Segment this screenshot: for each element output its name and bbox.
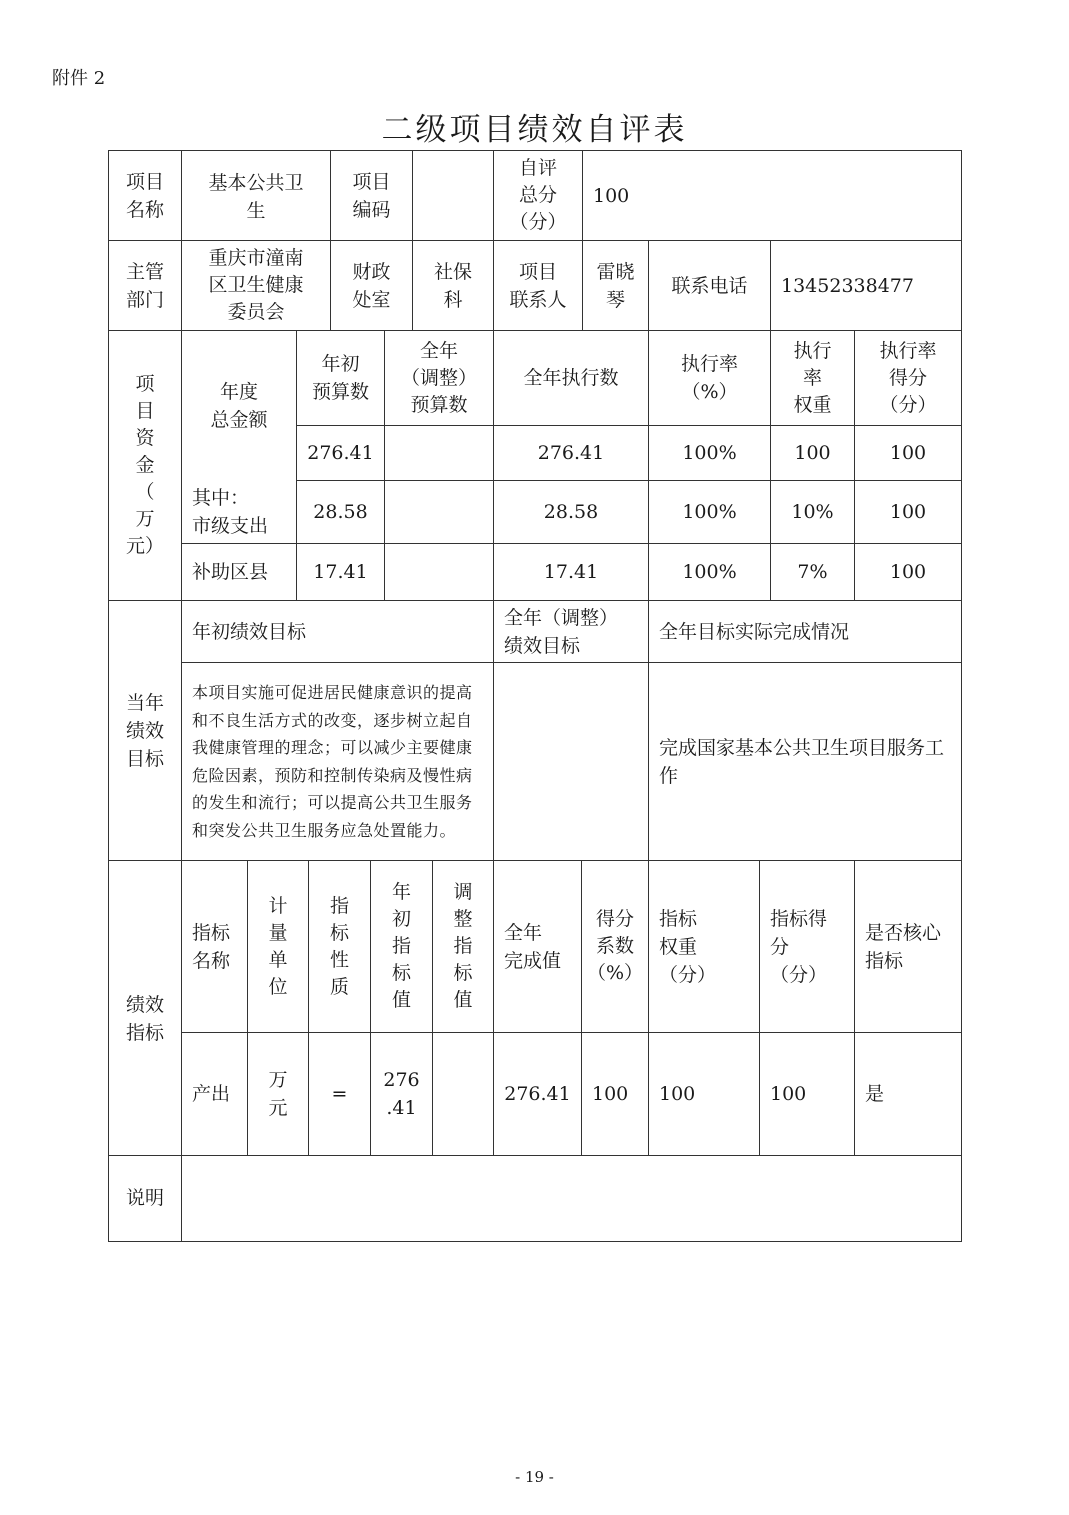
phone-label: 联系电话 bbox=[648, 240, 771, 331]
goals-initial-header: 年初绩效目标 bbox=[181, 600, 494, 663]
indicators-section-label: 绩效 指标 bbox=[108, 860, 182, 1156]
funds-row-county-adjusted bbox=[384, 543, 494, 601]
funds-row-city-adjusted bbox=[384, 480, 494, 544]
funds-row-total-rate: 100% bbox=[648, 425, 771, 481]
goals-section-label: 当年 绩效 目标 bbox=[108, 600, 182, 861]
funds-row-total-executed: 276.41 bbox=[493, 425, 649, 481]
funds-row-county-executed: 17.41 bbox=[493, 543, 649, 601]
funds-row-county-label: 补助区县 bbox=[181, 543, 297, 601]
funds-row-county-initial: 17.41 bbox=[296, 543, 385, 601]
funds-annual-total-header: 年度 总金额 bbox=[181, 330, 297, 481]
funds-exec-rate-header: 执行率 （%） bbox=[648, 330, 771, 426]
ind-header-completed: 全年 完成值 bbox=[493, 860, 582, 1033]
page-number: - 19 - bbox=[515, 1468, 554, 1486]
ind-header-weight: 指标 权重 （分） bbox=[648, 860, 760, 1033]
funds-exec-score-header: 执行率 得分 （分） bbox=[854, 330, 962, 426]
office-value: 财政 处室 bbox=[330, 240, 413, 331]
project-code-value bbox=[412, 150, 494, 241]
project-name-value: 基本公共卫 生 bbox=[181, 150, 331, 241]
goals-adjusted-header: 全年（调整） 绩效目标 bbox=[493, 600, 649, 663]
self-score-value: 100 bbox=[582, 150, 962, 241]
ind-row-adjusted-value bbox=[432, 1032, 494, 1156]
attachment-label: 附件 2 bbox=[52, 68, 106, 89]
self-score-label: 自评 总分 （分） bbox=[493, 150, 583, 241]
contact-value: 雷晓 琴 bbox=[582, 240, 649, 331]
ind-header-coef: 得分 系数 （%） bbox=[581, 860, 649, 1033]
project-name-label: 项目 名称 bbox=[108, 150, 182, 241]
goals-actual-text: 完成国家基本公共卫生项目服务工作 bbox=[648, 662, 962, 861]
ind-row-nature: = bbox=[308, 1032, 371, 1156]
funds-section-label: 项 目 资 金 （ 万 元） bbox=[108, 330, 182, 601]
phone-value: 13452338477 bbox=[770, 240, 962, 331]
ind-row-weight: 100 bbox=[648, 1032, 760, 1156]
funds-initial-budget-header: 年初 预算数 bbox=[296, 330, 385, 426]
funds-executed-header: 全年执行数 bbox=[493, 330, 649, 426]
funds-row-total-initial: 276.41 bbox=[296, 425, 385, 481]
ind-row-initial-value: 276 .41 bbox=[370, 1032, 433, 1156]
funds-row-city-initial: 28.58 bbox=[296, 480, 385, 544]
funds-row-total-weight: 100 bbox=[770, 425, 855, 481]
ind-row-coef: 100 bbox=[581, 1032, 649, 1156]
goals-adjusted-text bbox=[493, 662, 649, 861]
funds-row-total-adjusted bbox=[384, 425, 494, 481]
funds-row-county-rate: 100% bbox=[648, 543, 771, 601]
page-title: 二级项目绩效自评表 bbox=[381, 112, 688, 148]
funds-row-county-score: 100 bbox=[854, 543, 962, 601]
ind-header-unit: 计 量 单 位 bbox=[247, 860, 309, 1033]
dept-label: 主管 部门 bbox=[108, 240, 182, 331]
notes-value bbox=[181, 1155, 962, 1242]
funds-row-county-weight: 7% bbox=[770, 543, 855, 601]
funds-row-city-score: 100 bbox=[854, 480, 962, 544]
ind-header-name: 指标 名称 bbox=[181, 860, 248, 1033]
ind-header-initial-value: 年 初 指 标 值 bbox=[370, 860, 433, 1033]
funds-row-city-executed: 28.58 bbox=[493, 480, 649, 544]
funds-exec-weight-header: 执行 率 权重 bbox=[770, 330, 855, 426]
ind-row-completed: 276.41 bbox=[493, 1032, 582, 1156]
funds-row-city-label: 其中： 市级支出 bbox=[181, 480, 297, 544]
ind-header-adjusted-value: 调 整 指 标 值 bbox=[432, 860, 494, 1033]
goals-initial-text: 本项目实施可促进居民健康意识的提高和不良生活方式的改变，逐步树立起自我健康管理的理念；可以减少主要健康危险因素，预防和控制传染病及慢性病的发生和流行；可以提高公共卫生服务和突发公共卫生服务应急处置能力。 bbox=[181, 662, 494, 861]
dept-value: 重庆市潼南 区卫生健康 委员会 bbox=[181, 240, 331, 331]
funds-row-city-weight: 10% bbox=[770, 480, 855, 544]
ind-row-core: 是 bbox=[854, 1032, 962, 1156]
ind-header-score: 指标得 分 （分） bbox=[759, 860, 855, 1033]
funds-row-total-score: 100 bbox=[854, 425, 962, 481]
ind-header-nature: 指 标 性 质 bbox=[308, 860, 371, 1033]
funds-adjusted-budget-header: 全年 （调整） 预算数 bbox=[384, 330, 494, 426]
notes-label: 说明 bbox=[108, 1155, 182, 1242]
section-value: 社保 科 bbox=[412, 240, 494, 331]
goals-actual-header: 全年目标实际完成情况 bbox=[648, 600, 962, 663]
ind-row-name: 产出 bbox=[181, 1032, 248, 1156]
project-code-label: 项目 编码 bbox=[330, 150, 413, 241]
ind-row-score: 100 bbox=[759, 1032, 855, 1156]
funds-row-city-rate: 100% bbox=[648, 480, 771, 544]
ind-header-core: 是否核心 指标 bbox=[854, 860, 962, 1033]
ind-row-unit: 万 元 bbox=[247, 1032, 309, 1156]
contact-label: 项目 联系人 bbox=[493, 240, 583, 331]
